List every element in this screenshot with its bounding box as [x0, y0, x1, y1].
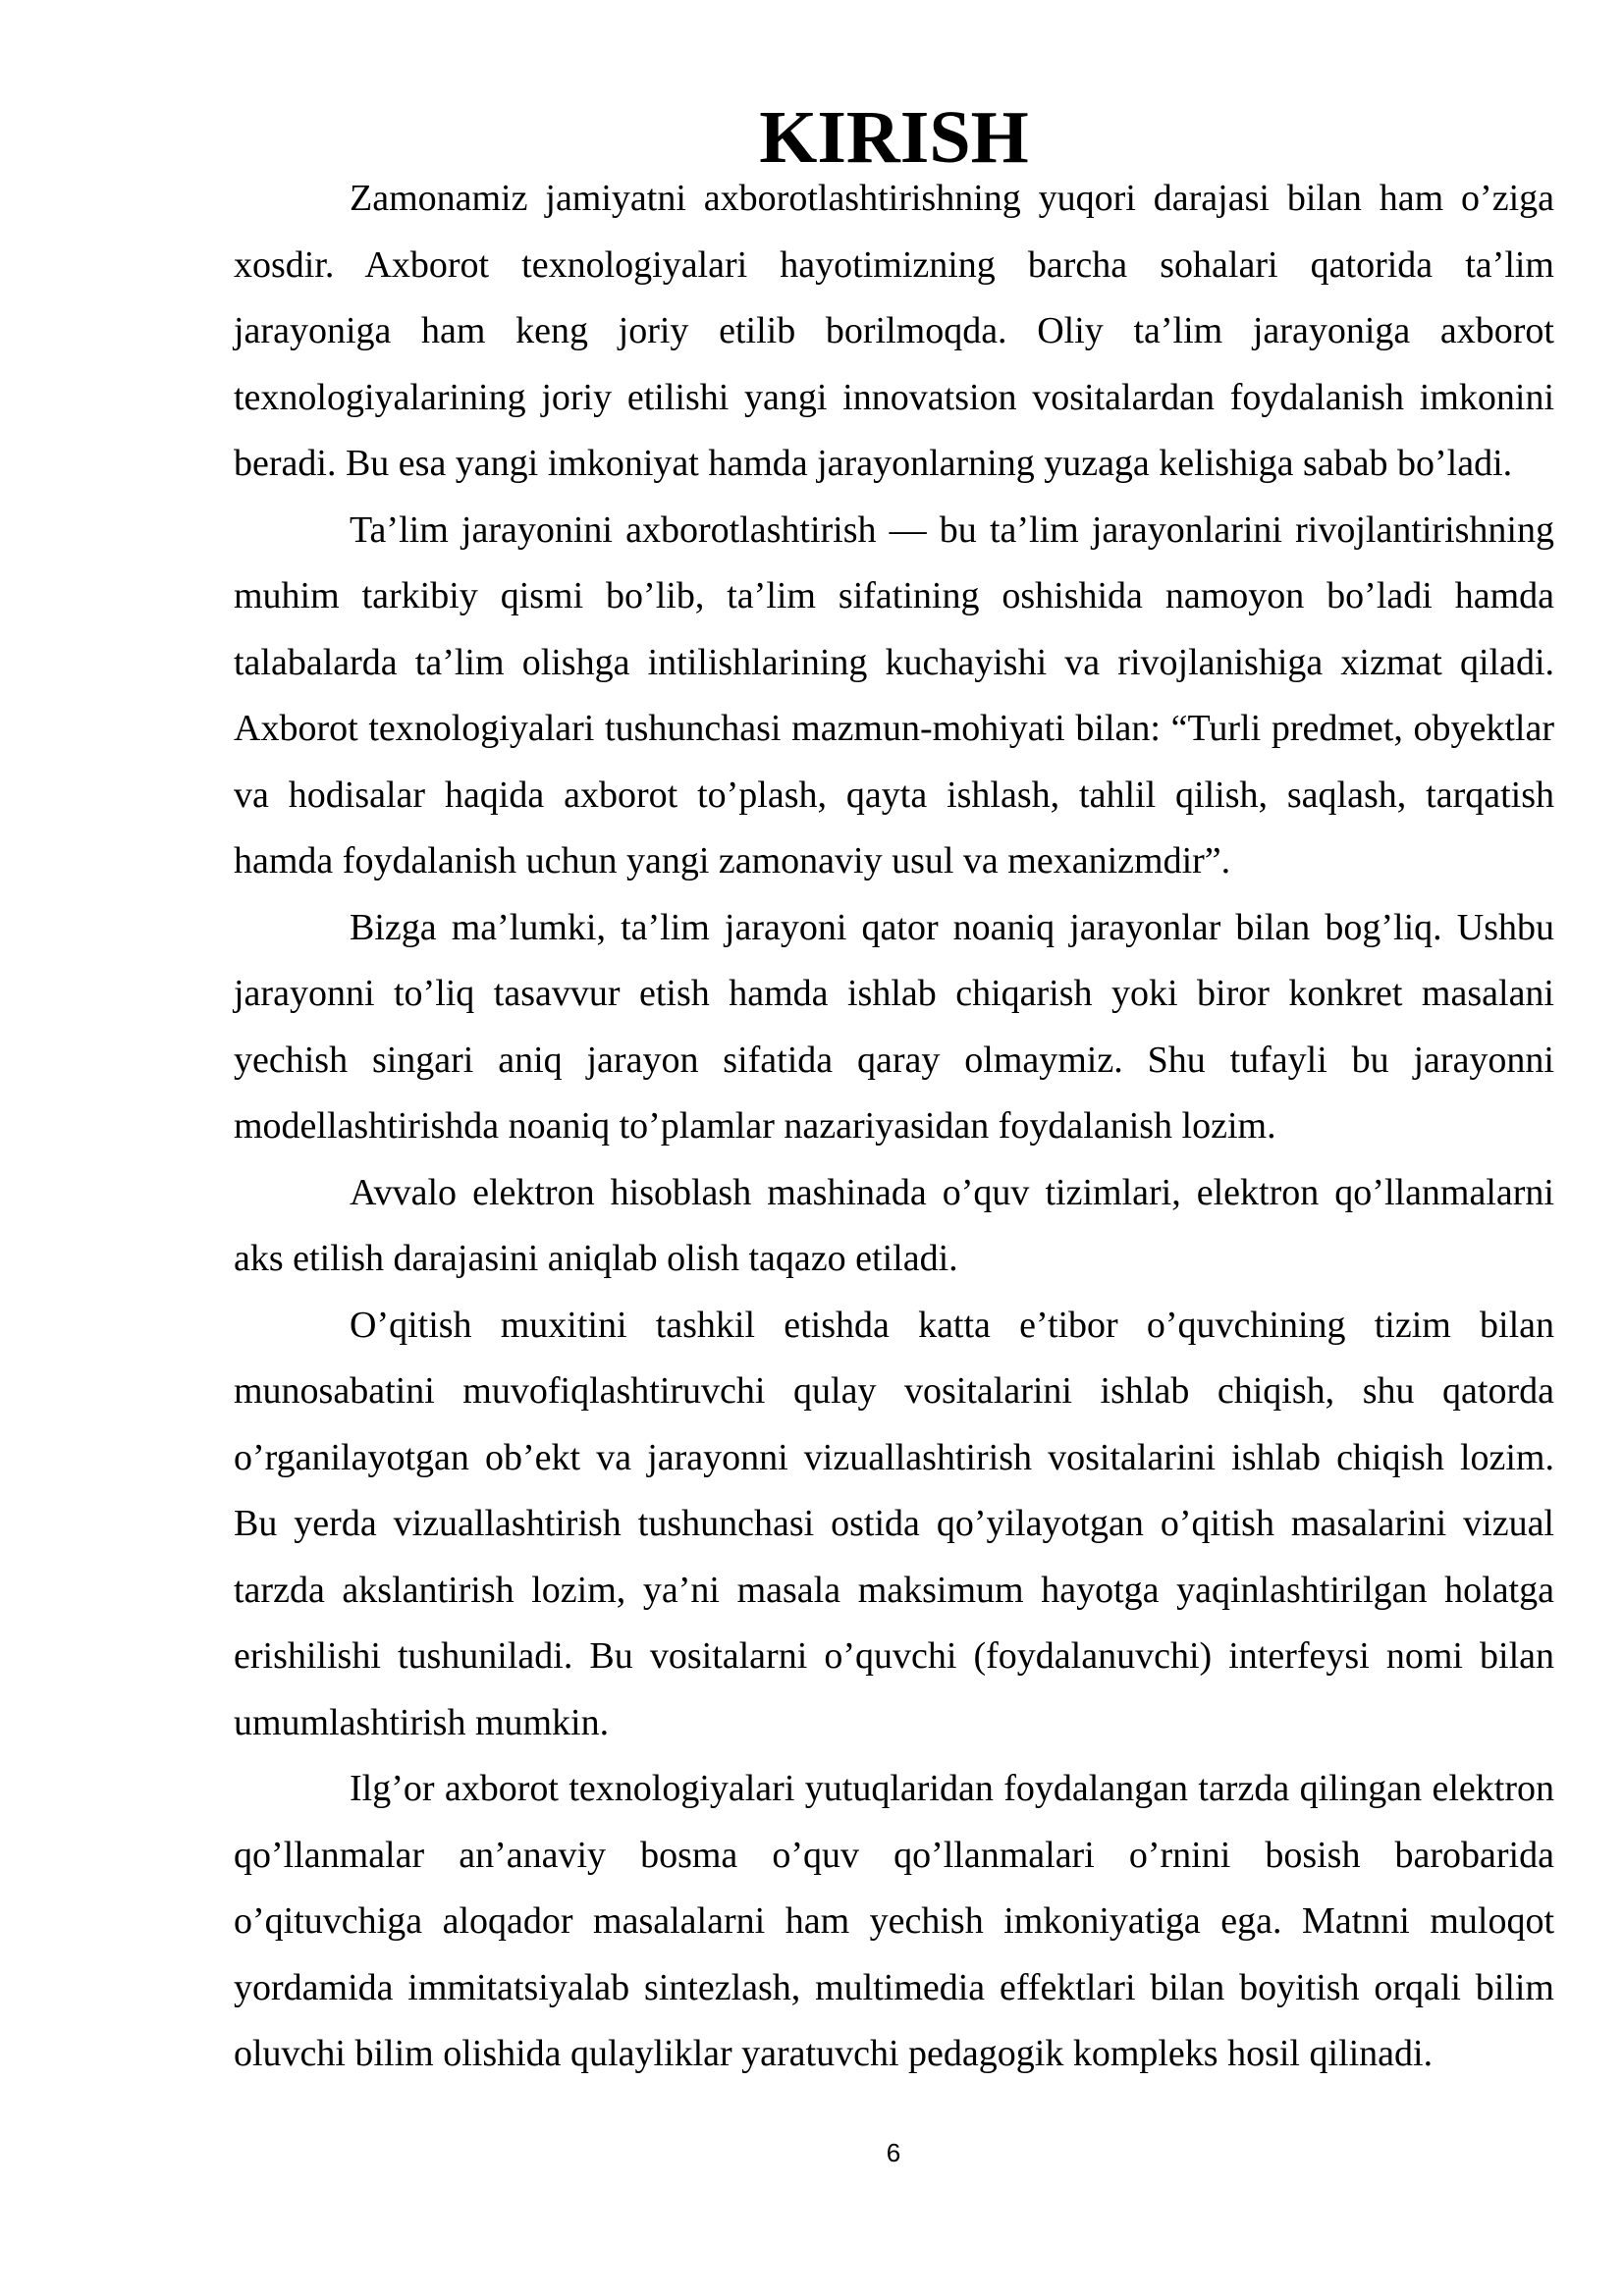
page-content — [234, 96, 1554, 2088]
paragraph-1: Zamonamiz jamiyatni axborotlashtirishning yuqori darajasi bilan ham o’ziga xosdir. Axborot texnologiyalari hayotimizning barcha sohalari qatorida ta’lim jarayoniga ham keng joriy etilib borilmoqda. Oliy ta’lim jarayoniga axborot texnologiyalarining joriy etilishi yangi innovatsion vositalardan foydalanish imkonini beradi. Bu esa yangi imkoniyat hamda jarayonlarning yuzaga kelishiga sabab bo’ladi. — [234, 178, 1554, 484]
section-title: KIRISH — [759, 96, 1029, 179]
paragraph-4: Avvalo elektron hisoblash mashinada o’quv tizimlari, elektron qo’llanmalarni aks etilish darajasini aniqlab olish taqazo etiladi. — [234, 1171, 1554, 1279]
paragraph-2: Ta’lim jarayonini axborotlashtirish — bu ta’lim jarayonlarini rivojlantirishning muhim tarkibiy qismi bo’lib, ta’lim sifatining oshishida namoyon bo’ladi hamda talabalarda ta’lim olishga intilishlarining kuchayishi va rivojlanishiga xizmat qiladi. Axborot texnologiyalari tushunchasi mazmun-mohiyati bilan: “Turli predmet, obyektlar va hodisalar haqida axborot to’plash, qayta ishlash, tahlil qilish, saqlash, tarqatish hamda foydalanish uchun yangi zamonaviy usul va mexanizmdir”. — [234, 508, 1554, 881]
paragraph-6: Ilg’or axborot texnologiyalari yutuqlaridan foydalangan tarzda qilingan elektron qo’llanmalar an’anaviy bosma o’quv qo’llanmalari o’rnini bosish barobarida o’qituvchiga aloqador masalalarni ham yechish imkoniyatiga ega. Matnni muloqot yordamida immitatsiyalab sintezlash, multimedia effektlari bilan boyitish orqali bilim oluvchi bilim olishida qulayliklar yaratuvchi pedagogik kompleks hosil qilinadi. — [234, 1768, 1554, 2074]
paragraph-3: Bizga ma’lumki, ta’lim jarayoni qator noaniq jarayonlar bilan bog’liq. Ushbu jarayonni to’liq tasavvur etish hamda ishlab chiqarish yoki biror konkret masalani yechish singari aniq jarayon sifatida qaray olmaymiz. Shu tufayli bu jarayonni modellashtirishda noaniq to’plamlar nazariyasidan foydalanish lozim. — [234, 906, 1554, 1147]
page-number: 6 — [886, 2138, 901, 2167]
paragraph-5: O’qitish muxitini tashkil etishda katta e’tibor o’quvchining tizim bilan munosabatini muvofiqlashtiruvchi qulay vositalarini ishlab chiqish, shu qatorda o’rganilayotgan ob’ekt va jarayonni vizuallashtirish vositalarini ishlab chiqish lozim. Bu yerda vizuallashtirish tushunchasi ostida qo’yilayotgan o’qitish masalarini vizual tarzda akslantirish lozim, ya’ni masala maksimum hayotga yaqinlashtirilgan holatga erishilishi tushuniladi. Bu vositalarni o’quvchi (foydalanuvchi) interfeysi nomi bilan umumlashtirish mumkin. — [234, 1304, 1554, 1743]
